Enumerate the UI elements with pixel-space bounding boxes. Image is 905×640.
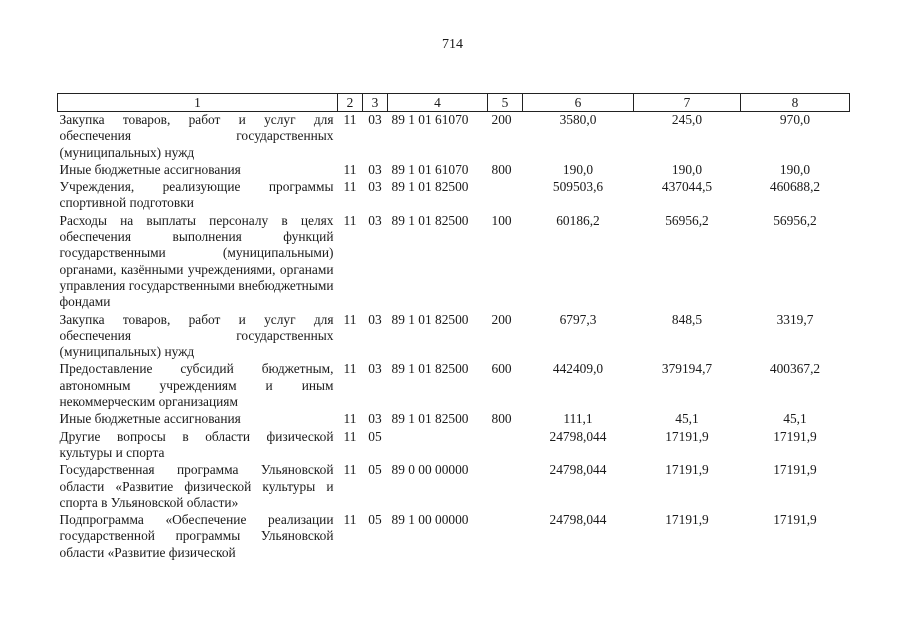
- row-subsection: 05: [368, 462, 382, 478]
- row-target-code: 89 1 01 82500: [391, 212, 469, 228]
- row-subsection: 03: [368, 112, 382, 127]
- row-value-col6: 24798,044: [549, 428, 607, 444]
- budget-table: [57, 93, 850, 562]
- row-subsection: 03: [368, 361, 382, 377]
- row-value-col8: 460688,2: [769, 179, 821, 195]
- row-value-col8: 17191,9: [773, 512, 817, 528]
- row-section: 11: [343, 311, 357, 327]
- row-expense-type: [488, 512, 523, 562]
- row-name: Иные бюджетные ассигнования: [59, 411, 241, 427]
- row-value-col6: 24798,044: [549, 462, 607, 478]
- row-subsection: 05: [368, 512, 382, 528]
- table-row: [58, 112, 850, 162]
- row-value-col7: 56956,2: [665, 212, 709, 228]
- row-subsection: 03: [368, 311, 382, 327]
- table-body: [58, 112, 850, 563]
- table-row: [58, 429, 850, 463]
- row-target-code: 89 0 00 00000: [391, 462, 469, 478]
- row-subsection: 03: [368, 411, 382, 427]
- row-value-col8: 970,0: [779, 112, 811, 127]
- table-row: [58, 462, 850, 512]
- row-value-col6: 190,0: [562, 161, 594, 177]
- table-row: [58, 213, 850, 312]
- row-name: Подпрограмма «Обеспечение реализации государственной программы Ульяновской области «Развитие физической: [59, 512, 334, 560]
- row-value-col8: 17191,9: [773, 462, 817, 478]
- row-section: 11: [343, 212, 357, 228]
- row-subsection: 03: [368, 179, 382, 195]
- row-subsection: 03: [368, 212, 382, 228]
- row-subsection: 05: [368, 428, 382, 444]
- row-value-col8: 190,0: [779, 161, 811, 177]
- row-value-col8: 56956,2: [773, 212, 817, 228]
- row-value-col7: 245,0: [671, 112, 703, 127]
- table-row: [58, 179, 850, 213]
- row-target-code: 89 1 01 61070: [391, 112, 469, 127]
- row-value-col7: 848,5: [671, 311, 703, 327]
- row-value-col7: 45,1: [675, 411, 699, 427]
- header-col-4: 4: [388, 94, 488, 112]
- row-expense-type: 200: [491, 112, 512, 127]
- row-value-col8: 3319,7: [776, 311, 814, 327]
- row-section: 11: [343, 112, 357, 127]
- header-col-8: 8: [741, 94, 850, 112]
- row-value-col8: 45,1: [783, 411, 807, 427]
- row-name: Учреждения, реализующие программы спортивной подготовки: [59, 179, 334, 211]
- page-number: 714: [442, 37, 463, 52]
- header-col-6: 6: [523, 94, 634, 112]
- table-row: [58, 361, 850, 411]
- header-col-2: 2: [338, 94, 363, 112]
- row-expense-type: 800: [491, 411, 512, 427]
- header-col-3: 3: [363, 94, 388, 112]
- header-col-7: 7: [634, 94, 741, 112]
- row-value-col6: 24798,044: [549, 512, 607, 528]
- row-value-col6: 111,1: [563, 411, 593, 427]
- row-value-col6: 442409,0: [552, 361, 604, 377]
- row-section: 11: [343, 512, 357, 528]
- row-value-col6: 6797,3: [559, 311, 597, 327]
- row-value-col8: 400367,2: [769, 361, 821, 377]
- row-section: 11: [343, 179, 357, 195]
- row-value-col7: 17191,9: [665, 428, 709, 444]
- row-target-code: 89 1 01 82500: [391, 361, 469, 377]
- row-value-col6: 3580,0: [559, 112, 597, 127]
- table-row: [58, 411, 850, 428]
- table-row: [58, 162, 850, 179]
- row-target-code: 89 1 01 61070: [391, 161, 469, 177]
- row-section: 11: [343, 161, 357, 177]
- row-expense-type: 100: [491, 212, 512, 228]
- table-row: [58, 312, 850, 362]
- row-value-col7: 379194,7: [661, 361, 713, 377]
- row-subsection: 03: [368, 161, 382, 177]
- row-value-col7: 437044,5: [661, 179, 713, 195]
- row-name: Государственная программа Ульяновской области «Развитие физической культуры и спорта в Ульяновской области»: [59, 462, 334, 510]
- row-section: 11: [343, 462, 357, 478]
- header-col-1: 1: [58, 94, 338, 112]
- row-value-col7: 17191,9: [665, 512, 709, 528]
- table-row: [58, 512, 850, 562]
- row-expense-type: [488, 462, 523, 512]
- table-header: [58, 94, 850, 112]
- row-expense-type: [488, 429, 523, 463]
- row-target-code: [388, 429, 488, 463]
- row-value-col7: 17191,9: [665, 462, 709, 478]
- row-expense-type: 200: [491, 311, 512, 327]
- row-section: 11: [343, 428, 357, 444]
- row-value-col8: 17191,9: [773, 428, 817, 444]
- row-target-code: 89 1 01 82500: [391, 411, 469, 427]
- row-value-col7: 190,0: [671, 161, 703, 177]
- row-name: Закупка товаров, работ и услуг для обеспечения государственных (муниципальных) нужд: [59, 112, 334, 160]
- row-value-col6: 60186,2: [556, 212, 600, 228]
- row-name: Расходы на выплаты персоналу в целях обеспечения выполнения функций государственными (муниципальными) органами, казёнными учреждениями, органами управления государственными внебюджетными фондами: [59, 212, 334, 310]
- row-section: 11: [343, 361, 357, 377]
- row-value-col6: 509503,6: [552, 179, 604, 195]
- row-section: 11: [343, 411, 357, 427]
- row-target-code: 89 1 00 00000: [391, 512, 469, 528]
- row-name: Другие вопросы в области физической культуры и спорта: [59, 428, 334, 460]
- row-name: Иные бюджетные ассигнования: [59, 161, 241, 177]
- row-name: Предоставление субсидий бюджетным, автономным учреждениям и иным некоммерческим организациям: [59, 361, 334, 410]
- row-target-code: 89 1 01 82500: [391, 311, 469, 327]
- row-target-code: 89 1 01 82500: [391, 179, 469, 195]
- row-expense-type: [488, 179, 523, 213]
- header-col-5: 5: [488, 94, 523, 112]
- row-expense-type: 800: [491, 161, 512, 177]
- row-name: Закупка товаров, работ и услуг для обеспечения государственных (муниципальных) нужд: [59, 311, 334, 360]
- row-expense-type: 600: [491, 361, 512, 377]
